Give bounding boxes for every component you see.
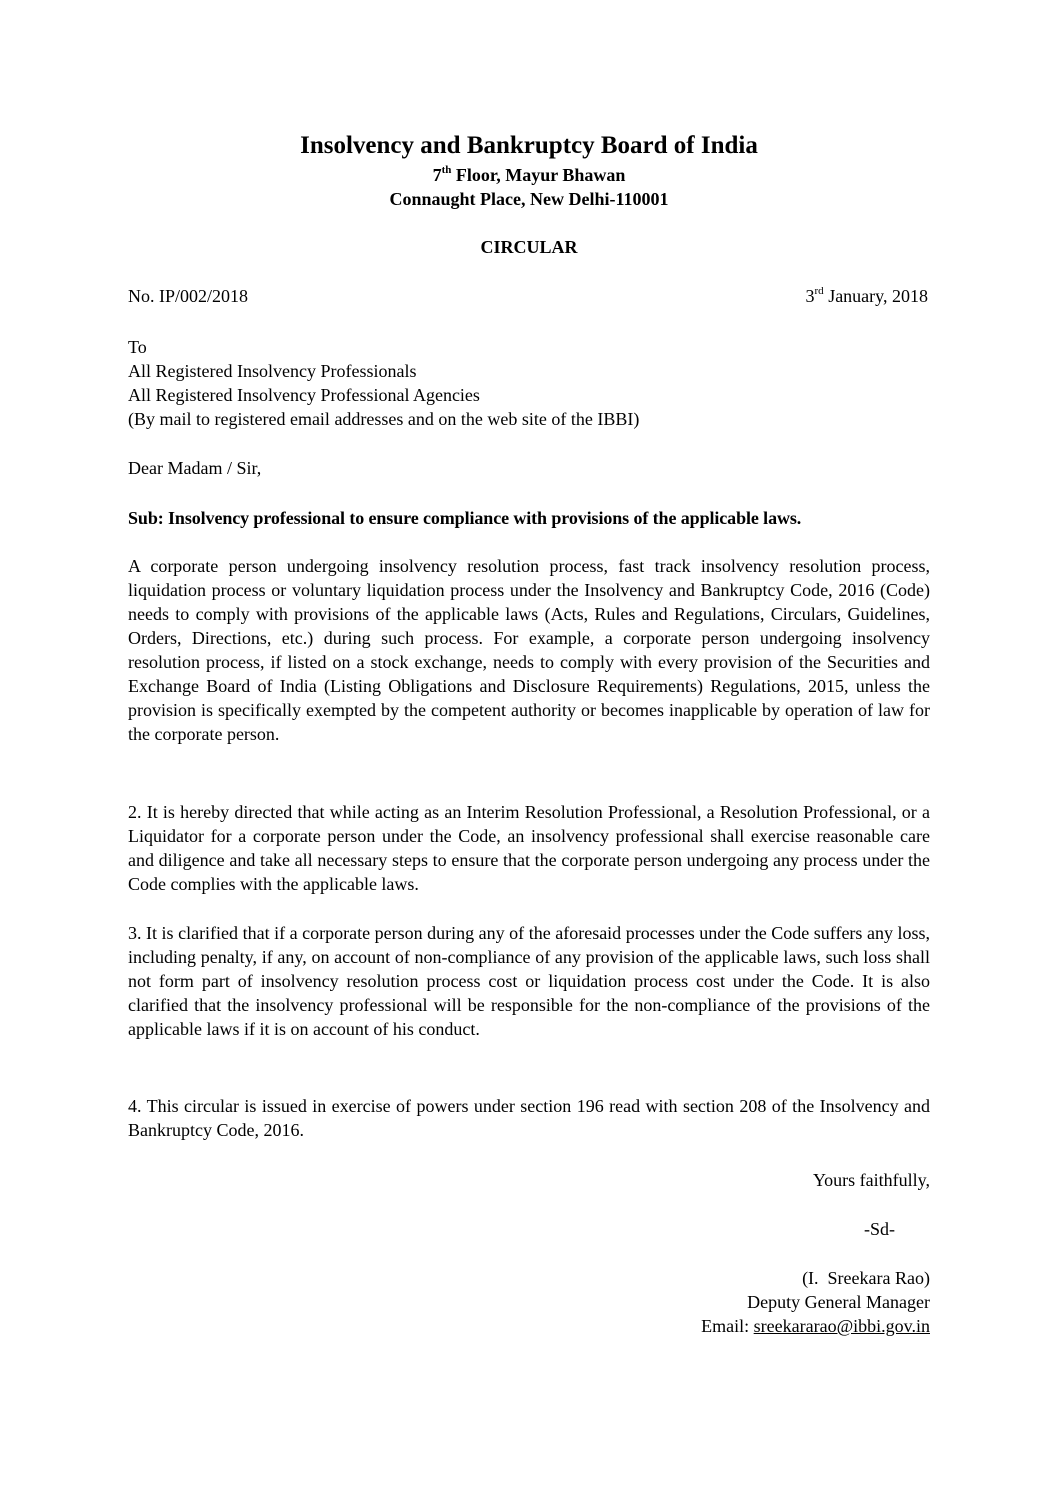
organization-name: Insolvency and Bankruptcy Board of India bbox=[300, 132, 758, 159]
issue-date bbox=[806, 284, 928, 308]
body-paragraph: 3. It is clarified that if a corporate person during any of the aforesaid processes under the Code suffers any loss, including penalty, if any, on account of non-compliance of any provision of the applicable laws, such loss shall not form part of insolvency resolution process cost or liquidation process cost under the Code. It is also clarified that the insolvency professional will be responsible for the non-compliance of the provisions of the applicable laws if it is on account of his conduct. bbox=[128, 923, 930, 1039]
document-type-title: CIRCULAR bbox=[480, 237, 578, 257]
email-label: Email: bbox=[701, 1316, 754, 1336]
body-paragraph: 2. It is hereby directed that while acting as an Interim Resolution Professional, a Resolution Professional, or a Liquidator for a corporate person under the Code, an insolvency professional shall exercise reasonable care and diligence and take all necessary steps to ensure that the corporate person undergoing any process under the Code complies with the applicable laws. bbox=[128, 802, 930, 894]
date-rest: January, 2018 bbox=[823, 286, 928, 306]
floor-ordinal: th bbox=[441, 164, 452, 176]
address-line-1 bbox=[0, 164, 1058, 186]
addressee-line: All Registered Insolvency Professionals bbox=[128, 361, 417, 381]
signatory-block bbox=[701, 1266, 930, 1338]
reference-number: No. IP/002/2018 bbox=[128, 286, 249, 306]
signatory-name: (I. Sreekara Rao) bbox=[802, 1268, 930, 1288]
valediction: Yours faithfully, bbox=[812, 1170, 930, 1190]
signature-mark: -Sd- bbox=[864, 1219, 895, 1239]
addressee-block bbox=[128, 335, 930, 431]
signatory-title: Deputy General Manager bbox=[747, 1292, 930, 1312]
date-day: 3 bbox=[805, 286, 815, 306]
address-line-2: Connaught Place, New Delhi-110001 bbox=[389, 189, 669, 209]
subject-line: Sub: Insolvency professional to ensure compliance with provisions of the applicable laws. bbox=[128, 508, 802, 528]
date-ordinal: rd bbox=[814, 285, 824, 297]
addressee-line: All Registered Insolvency Professional Agencies bbox=[128, 385, 480, 405]
addressee-to: To bbox=[128, 337, 147, 357]
floor-number: 7 bbox=[432, 165, 442, 185]
body-paragraph: 4. This circular is issued in exercise of powers under section 196 read with section 208 of the Insolvency and Bankruptcy Code, 2016. bbox=[128, 1096, 930, 1140]
addressee-line: (By mail to registered email addresses and on the web site of the IBBI) bbox=[128, 409, 640, 429]
salutation: Dear Madam / Sir, bbox=[128, 458, 262, 478]
signatory-email-row bbox=[701, 1314, 930, 1338]
email-link[interactable]: sreekararao@ibbi.gov.in bbox=[753, 1316, 930, 1336]
body-paragraph: A corporate person undergoing insolvency resolution process, fast track insolvency resolution process, liquidation process or voluntary liquidation process under the Insolvency and Bankruptcy Code, 2016 (Code) needs to comply with provisions of the applicable laws (Acts, Rules and Regulations, Circulars, Guidelines, Orders, Directions, etc.) during such process. For example, a corporate person undergoing insolvency resolution process, if listed on a stock exchange, needs to comply with every provision of the Securities and Exchange Board of India (Listing Obligations and Disclosure Requirements) Regulations, 2015, unless the provision is specifically exempted by the competent authority or becomes inapplicable by operation of law for the corporate person. bbox=[128, 556, 930, 744]
floor-rest: Floor, Mayur Bhawan bbox=[451, 165, 626, 185]
